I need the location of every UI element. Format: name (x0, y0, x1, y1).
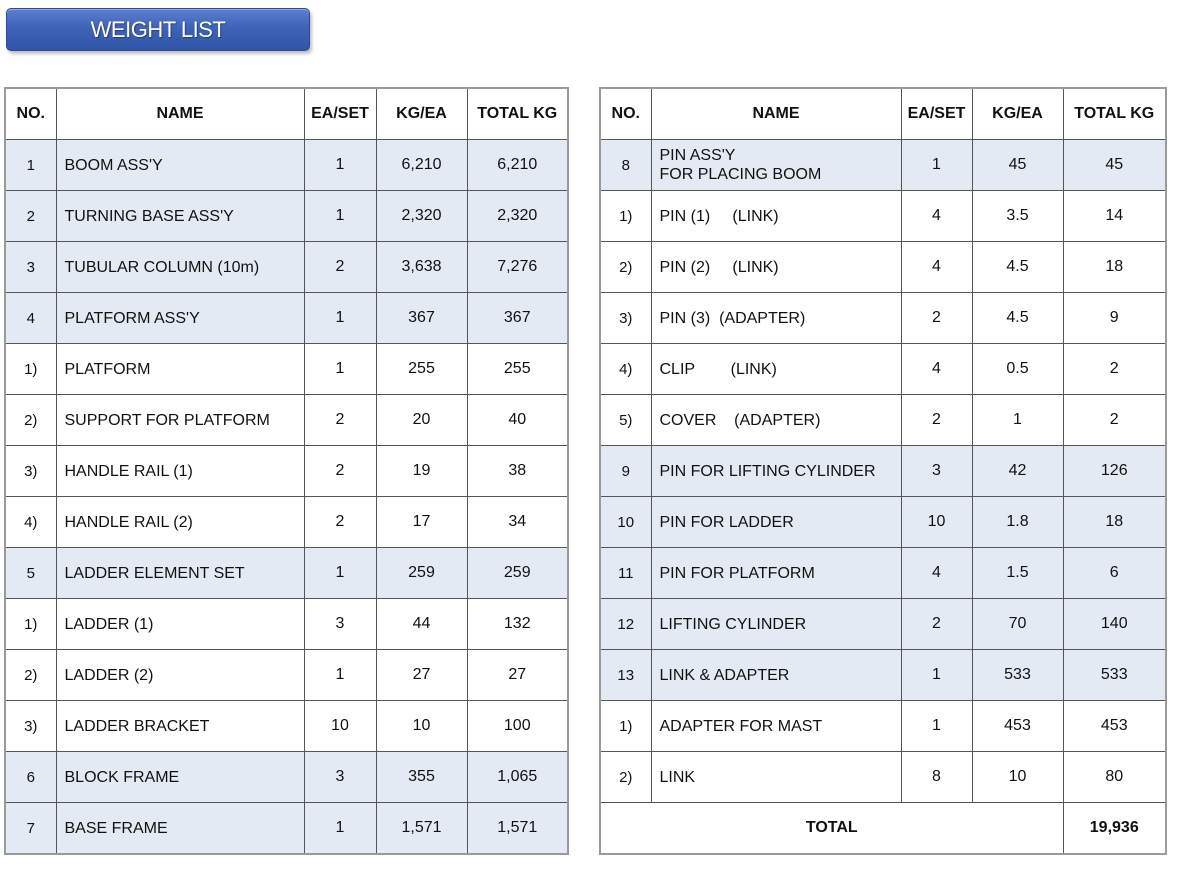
item-total-kg: 2,320 (467, 191, 568, 242)
item-ea-set: 3 (304, 752, 376, 803)
item-no: 7 (5, 803, 56, 855)
item-total-kg: 18 (1063, 242, 1166, 293)
item-name: TURNING BASE ASS'Y (56, 191, 304, 242)
item-name: LADDER (1) (56, 599, 304, 650)
table-row (600, 344, 1166, 395)
table-row (600, 548, 1166, 599)
item-no: 2) (600, 242, 651, 293)
item-no: 1 (5, 140, 56, 191)
item-total-kg: 9 (1063, 293, 1166, 344)
item-name: ADAPTER FOR MAST (651, 701, 901, 752)
header-name: NAME (651, 88, 901, 140)
item-ea-set: 3 (901, 446, 972, 497)
item-total-kg: 7,276 (467, 242, 568, 293)
item-name: CLIP (LINK) (651, 344, 901, 395)
table-row (5, 293, 568, 344)
item-total-kg: 14 (1063, 191, 1166, 242)
item-name: BOOM ASS'Y (56, 140, 304, 191)
item-total-kg: 259 (467, 548, 568, 599)
total-row (600, 803, 1166, 855)
weight-table-right (599, 87, 1167, 855)
item-total-kg: 100 (467, 701, 568, 752)
item-total-kg: 40 (467, 395, 568, 446)
item-name: PIN FOR LADDER (651, 497, 901, 548)
table-row (5, 803, 568, 855)
item-no: 3 (5, 242, 56, 293)
item-kg-ea: 4.5 (972, 293, 1063, 344)
item-name: PIN (3) (ADAPTER) (651, 293, 901, 344)
item-total-kg: 1,571 (467, 803, 568, 855)
header-no: NO. (600, 88, 651, 140)
header-total-kg: TOTAL KG (1063, 88, 1166, 140)
header-ea-set: EA/SET (901, 88, 972, 140)
item-name: LADDER BRACKET (56, 701, 304, 752)
item-kg-ea: 17 (376, 497, 467, 548)
item-total-kg: 80 (1063, 752, 1166, 803)
item-ea-set: 2 (304, 497, 376, 548)
table-header-row (600, 88, 1166, 140)
item-kg-ea: 255 (376, 344, 467, 395)
table-row (600, 293, 1166, 344)
item-ea-set: 2 (304, 446, 376, 497)
item-ea-set: 1 (304, 140, 376, 191)
item-total-kg: 27 (467, 650, 568, 701)
table-row (5, 140, 568, 191)
item-kg-ea: 1.8 (972, 497, 1063, 548)
item-name: PIN (1) (LINK) (651, 191, 901, 242)
total-value: 19,936 (1063, 803, 1166, 855)
item-name: PLATFORM ASS'Y (56, 293, 304, 344)
table-row (600, 191, 1166, 242)
table-row (5, 752, 568, 803)
item-total-kg: 38 (467, 446, 568, 497)
item-kg-ea: 42 (972, 446, 1063, 497)
table-row (600, 140, 1166, 191)
table-row (600, 599, 1166, 650)
table-row (5, 548, 568, 599)
item-kg-ea: 20 (376, 395, 467, 446)
item-no: 11 (600, 548, 651, 599)
item-name: PLATFORM (56, 344, 304, 395)
table-row (5, 344, 568, 395)
item-no: 5) (600, 395, 651, 446)
item-kg-ea: 19 (376, 446, 467, 497)
item-name: LADDER (2) (56, 650, 304, 701)
item-ea-set: 2 (304, 242, 376, 293)
item-kg-ea: 70 (972, 599, 1063, 650)
item-ea-set: 10 (901, 497, 972, 548)
item-ea-set: 4 (901, 548, 972, 599)
item-name: LADDER ELEMENT SET (56, 548, 304, 599)
item-no: 4) (5, 497, 56, 548)
item-kg-ea: 533 (972, 650, 1063, 701)
item-ea-set: 10 (304, 701, 376, 752)
table-row (600, 701, 1166, 752)
item-total-kg: 34 (467, 497, 568, 548)
item-ea-set: 8 (901, 752, 972, 803)
item-no: 8 (600, 140, 651, 191)
item-total-kg: 255 (467, 344, 568, 395)
item-kg-ea: 259 (376, 548, 467, 599)
item-kg-ea: 45 (972, 140, 1063, 191)
item-kg-ea: 367 (376, 293, 467, 344)
item-ea-set: 1 (901, 140, 972, 191)
table-row (600, 752, 1166, 803)
item-no: 3) (600, 293, 651, 344)
item-kg-ea: 6,210 (376, 140, 467, 191)
table-row (600, 497, 1166, 548)
item-kg-ea: 10 (376, 701, 467, 752)
item-name: BASE FRAME (56, 803, 304, 855)
table-row (600, 446, 1166, 497)
table-row (5, 599, 568, 650)
table-row (600, 650, 1166, 701)
item-kg-ea: 2,320 (376, 191, 467, 242)
item-name: SUPPORT FOR PLATFORM (56, 395, 304, 446)
item-no: 1) (5, 344, 56, 395)
table-row (600, 395, 1166, 446)
item-total-kg: 132 (467, 599, 568, 650)
total-label: TOTAL (600, 803, 1063, 855)
item-name: LIFTING CYLINDER (651, 599, 901, 650)
item-kg-ea: 1 (972, 395, 1063, 446)
table-row (5, 446, 568, 497)
item-total-kg: 18 (1063, 497, 1166, 548)
item-ea-set: 4 (901, 344, 972, 395)
item-ea-set: 1 (901, 650, 972, 701)
item-ea-set: 1 (304, 650, 376, 701)
item-total-kg: 140 (1063, 599, 1166, 650)
item-no: 4 (5, 293, 56, 344)
item-ea-set: 4 (901, 191, 972, 242)
table-row (600, 242, 1166, 293)
item-total-kg: 6 (1063, 548, 1166, 599)
header-kg-ea: KG/EA (376, 88, 467, 140)
item-name-line: FOR PLACING BOOM (659, 166, 822, 183)
item-name (651, 140, 901, 191)
item-name: BLOCK FRAME (56, 752, 304, 803)
item-name: HANDLE RAIL (2) (56, 497, 304, 548)
item-kg-ea: 44 (376, 599, 467, 650)
header-kg-ea: KG/EA (972, 88, 1063, 140)
item-total-kg: 453 (1063, 701, 1166, 752)
item-ea-set: 1 (304, 803, 376, 855)
item-name: HANDLE RAIL (1) (56, 446, 304, 497)
table-header-row (5, 88, 568, 140)
item-no: 6 (5, 752, 56, 803)
item-no: 3) (5, 701, 56, 752)
header-name: NAME (56, 88, 304, 140)
table-row (5, 497, 568, 548)
table-row (5, 395, 568, 446)
item-kg-ea: 10 (972, 752, 1063, 803)
item-ea-set: 1 (304, 293, 376, 344)
item-no: 5 (5, 548, 56, 599)
item-ea-set: 1 (901, 701, 972, 752)
item-total-kg: 1,065 (467, 752, 568, 803)
item-ea-set: 2 (901, 395, 972, 446)
table-row (5, 650, 568, 701)
item-total-kg: 2 (1063, 395, 1166, 446)
page-title: WEIGHT LIST (6, 8, 310, 51)
item-total-kg: 533 (1063, 650, 1166, 701)
item-ea-set: 1 (304, 344, 376, 395)
item-ea-set: 2 (901, 293, 972, 344)
item-no: 2) (5, 650, 56, 701)
item-no: 9 (600, 446, 651, 497)
table-row (5, 191, 568, 242)
item-kg-ea: 3.5 (972, 191, 1063, 242)
item-name: PIN FOR PLATFORM (651, 548, 901, 599)
item-total-kg: 2 (1063, 344, 1166, 395)
item-kg-ea: 3,638 (376, 242, 467, 293)
item-ea-set: 2 (304, 395, 376, 446)
item-kg-ea: 453 (972, 701, 1063, 752)
item-kg-ea: 0.5 (972, 344, 1063, 395)
item-total-kg: 6,210 (467, 140, 568, 191)
item-no: 2) (5, 395, 56, 446)
item-kg-ea: 355 (376, 752, 467, 803)
item-name-line: PIN ASS'Y (659, 147, 736, 164)
item-name: LINK & ADAPTER (651, 650, 901, 701)
weight-table-left (4, 87, 569, 855)
item-kg-ea: 1.5 (972, 548, 1063, 599)
item-no: 10 (600, 497, 651, 548)
item-no: 1) (600, 701, 651, 752)
item-ea-set: 1 (304, 191, 376, 242)
item-name: PIN (2) (LINK) (651, 242, 901, 293)
item-kg-ea: 4.5 (972, 242, 1063, 293)
item-no: 1) (600, 191, 651, 242)
item-name: COVER (ADAPTER) (651, 395, 901, 446)
item-total-kg: 367 (467, 293, 568, 344)
item-total-kg: 126 (1063, 446, 1166, 497)
header-no: NO. (5, 88, 56, 140)
item-name: LINK (651, 752, 901, 803)
item-name: TUBULAR COLUMN (10m) (56, 242, 304, 293)
item-ea-set: 4 (901, 242, 972, 293)
item-ea-set: 3 (304, 599, 376, 650)
table-row (5, 701, 568, 752)
item-no: 13 (600, 650, 651, 701)
item-ea-set: 1 (304, 548, 376, 599)
item-total-kg: 45 (1063, 140, 1166, 191)
item-no: 4) (600, 344, 651, 395)
header-ea-set: EA/SET (304, 88, 376, 140)
item-kg-ea: 27 (376, 650, 467, 701)
table-row (5, 242, 568, 293)
item-no: 3) (5, 446, 56, 497)
item-name: PIN FOR LIFTING CYLINDER (651, 446, 901, 497)
item-no: 2 (5, 191, 56, 242)
item-no: 2) (600, 752, 651, 803)
item-ea-set: 2 (901, 599, 972, 650)
item-no: 1) (5, 599, 56, 650)
item-no: 12 (600, 599, 651, 650)
header-total-kg: TOTAL KG (467, 88, 568, 140)
item-kg-ea: 1,571 (376, 803, 467, 855)
